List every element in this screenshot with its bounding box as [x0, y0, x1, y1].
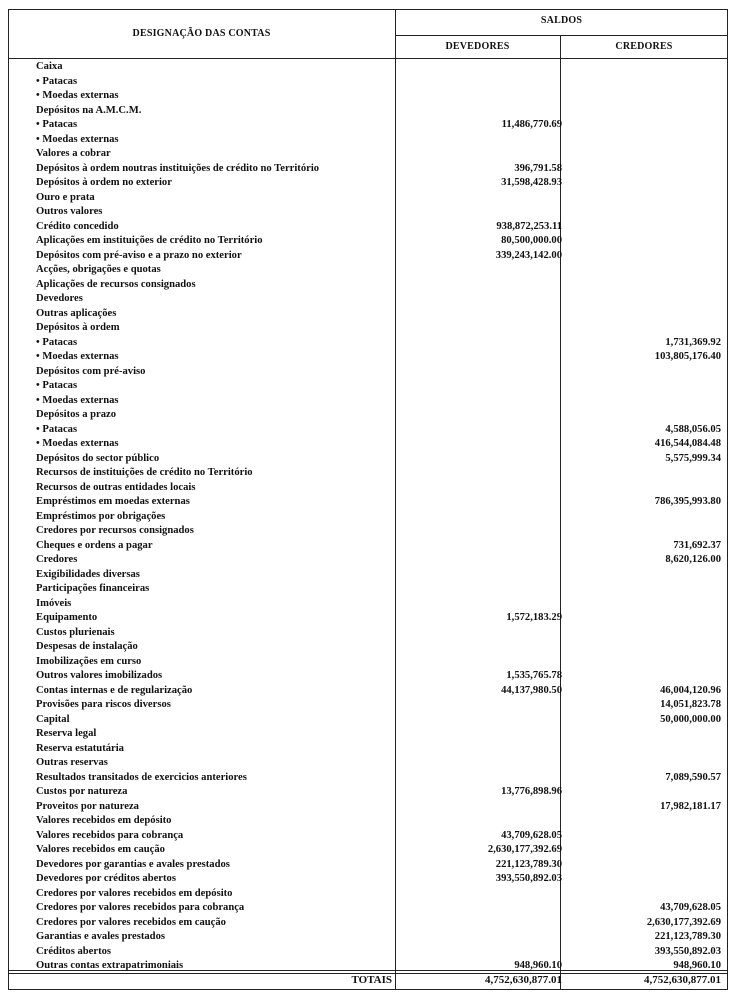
account-label: Imobilizações em curso: [36, 655, 142, 667]
account-label: • Moedas externas: [36, 133, 119, 145]
table-row: [8, 814, 728, 829]
table-row: [8, 249, 728, 264]
table-row: [8, 655, 728, 670]
balances-column-header: SALDOS: [540, 15, 583, 26]
table-row: [8, 336, 728, 351]
table-row: [8, 205, 728, 220]
debit-value: 44,137,980.50: [501, 684, 562, 696]
account-label: Credores por valores recebidos para cobrança: [36, 902, 245, 913]
account-label: Depósitos do sector público: [36, 452, 160, 464]
table-row: [8, 220, 728, 235]
accounts-column-header: DESIGNAÇÃO DAS CONTAS: [132, 28, 271, 39]
table-row: [8, 60, 728, 75]
account-label: Capital: [36, 713, 70, 725]
table-row: [8, 365, 728, 380]
account-label: Créditos abertos: [36, 945, 112, 957]
account-label: Empréstimos por obrigações: [36, 510, 166, 522]
totals-credit: 4,752,630,877.01: [644, 974, 721, 986]
table-row: [8, 698, 728, 713]
account-label: Recursos de instituições de crédito no Território: [36, 467, 253, 478]
account-label: Credores por recursos consignados: [36, 525, 194, 536]
credit-value: 8,620,126.00: [665, 554, 721, 565]
table-row: [8, 176, 728, 191]
credit-value: 948,960.10: [673, 960, 721, 971]
table-row: [8, 742, 728, 757]
table-row: [8, 872, 728, 887]
table-row: [8, 278, 728, 293]
table-row: [8, 930, 728, 945]
account-label: Depósitos à ordem noutras instituições de crédito no Território: [36, 162, 320, 174]
table-row: [8, 75, 728, 90]
account-label: Valores a cobrar: [36, 148, 111, 159]
table-row: [8, 916, 728, 931]
totals-label: TOTAIS: [351, 974, 392, 986]
account-label: Caixa: [36, 61, 63, 72]
account-label: Devedores: [36, 293, 83, 304]
account-label: Participações financeiras: [36, 583, 150, 594]
table-row: [8, 901, 728, 916]
debit-value: 1,572,183.29: [506, 612, 562, 623]
header-bottom-divider: [8, 58, 728, 59]
debit-value: 396,791.58: [514, 162, 562, 174]
account-label: Depósitos a prazo: [36, 409, 117, 420]
account-label: Reserva legal: [36, 728, 97, 739]
table-row: [8, 162, 728, 177]
account-label: Aplicações em instituições de crédito no Território: [36, 235, 263, 246]
credit-value: 1,731,369.92: [665, 336, 721, 348]
credit-value: 416,544,084.48: [654, 438, 721, 449]
table-row: [8, 524, 728, 539]
table-row: [8, 829, 728, 844]
account-label: Imóveis: [36, 597, 72, 609]
table-row: [8, 423, 728, 438]
credit-value: 2,630,177,392.69: [646, 916, 721, 928]
account-label: Garantias e avales prestados: [36, 931, 165, 942]
table-row: [8, 104, 728, 119]
debit-value: 948,960.10: [514, 960, 562, 971]
account-label: Despesas de instalação: [36, 641, 138, 652]
account-label: • Patacas: [36, 423, 78, 435]
account-label: Depósitos com pré-aviso: [36, 365, 146, 377]
table-row: [8, 321, 728, 336]
table-row: [8, 771, 728, 786]
balances-header-divider: [395, 35, 728, 36]
table-row: [8, 887, 728, 902]
account-label: • Moedas externas: [36, 438, 119, 449]
table-row: [8, 350, 728, 365]
account-label: Outras contas extrapatrimoniais: [36, 960, 184, 971]
table-row: [8, 727, 728, 742]
debit-value: 31,598,428.93: [501, 177, 562, 188]
credit-value: 221,123,789.30: [654, 931, 721, 942]
account-label: Outras aplicações: [36, 307, 117, 319]
account-label: • Moedas externas: [36, 90, 119, 101]
account-label: Valores recebidos em caução: [36, 844, 165, 855]
table-row: [8, 379, 728, 394]
table-row: [8, 394, 728, 409]
credit-value: 7,089,590.57: [665, 771, 721, 783]
table-row: [8, 597, 728, 612]
account-label: Depósitos na A.M.C.M.: [36, 104, 142, 116]
totals-row: [8, 971, 728, 990]
account-label: Credores: [36, 554, 78, 565]
debit-value: 2,630,177,392.69: [487, 844, 562, 855]
table-row: [8, 785, 728, 800]
table-row: [8, 466, 728, 481]
account-label: Empréstimos em moedas externas: [36, 496, 190, 507]
credit-value: 46,004,120.96: [660, 684, 721, 696]
account-label: • Moedas externas: [36, 394, 119, 406]
table-row: [8, 611, 728, 626]
table-row: [8, 582, 728, 597]
account-label: Contas internas e de regularização: [36, 684, 193, 696]
account-label: Depósitos com pré-aviso e a prazo no exterior: [36, 249, 242, 261]
table-row: [8, 640, 728, 655]
table-row: [8, 858, 728, 873]
account-label: • Patacas: [36, 119, 78, 130]
account-label: Custos por natureza: [36, 786, 128, 797]
account-label: • Moedas externas: [36, 351, 119, 362]
account-label: Outras reservas: [36, 757, 108, 768]
account-label: Valores recebidos para cobrança: [36, 829, 184, 841]
account-label: Ouro e prata: [36, 191, 95, 203]
account-label: Depósitos à ordem no exterior: [36, 177, 172, 188]
account-label: Cheques e ordens a pagar: [36, 539, 153, 551]
table-row: [8, 669, 728, 684]
table-row: [8, 756, 728, 771]
account-label: Recursos de outras entidades locais: [36, 481, 196, 493]
table-row: [8, 147, 728, 162]
account-label: Acções, obrigações e quotas: [36, 264, 161, 275]
debit-value: 393,550,892.03: [495, 873, 562, 884]
credit-value: 393,550,892.03: [654, 945, 721, 957]
table-row: [8, 118, 728, 133]
account-label: Devedores por créditos abertos: [36, 873, 176, 884]
debit-value: 938,872,253.11: [496, 220, 562, 232]
account-label: Equipamento: [36, 612, 98, 623]
table-row: [8, 684, 728, 699]
table-row: [8, 452, 728, 467]
credit-value: 786,395,993.80: [654, 496, 721, 507]
account-label: Aplicações de recursos consignados: [36, 278, 196, 290]
table-row: [8, 843, 728, 858]
account-label: Credores por valores recebidos em caução: [36, 916, 226, 928]
account-label: Valores recebidos em depósito: [36, 815, 172, 826]
debit-value: 80,500,000.00: [501, 235, 562, 246]
table-row: [8, 133, 728, 148]
table-row: [8, 568, 728, 583]
table-row: [8, 945, 728, 960]
credit-value: 50,000,000.00: [660, 713, 721, 725]
table-row: [8, 553, 728, 568]
account-label: Crédito concedido: [36, 220, 119, 232]
credit-value: 14,051,823.78: [660, 699, 721, 710]
table-row: [8, 481, 728, 496]
credit-value: 5,575,999.34: [665, 452, 721, 464]
credit-value: 43,709,628.05: [660, 902, 721, 913]
totals-debit: 4,752,630,877.01: [485, 974, 562, 986]
debit-value: 11,486,770.69: [501, 119, 562, 130]
account-rows: [8, 60, 728, 974]
debit-value: 13,776,898.96: [501, 786, 562, 797]
account-label: Outros valores: [36, 206, 103, 217]
account-label: • Patacas: [36, 75, 78, 87]
account-label: Custos plurienais: [36, 626, 115, 638]
credit-column-header: CREDORES: [615, 41, 673, 52]
table-row: [8, 437, 728, 452]
table-row: [8, 292, 728, 307]
table-row: [8, 89, 728, 104]
table-row: [8, 800, 728, 815]
account-label: Provisões para riscos diversos: [36, 699, 171, 710]
debit-column-header: DEVEDORES: [445, 41, 510, 52]
table-row: [8, 539, 728, 554]
account-label: • Patacas: [36, 336, 78, 348]
table-row: [8, 234, 728, 249]
account-label: Depósitos à ordem: [36, 322, 120, 333]
table-row: [8, 263, 728, 278]
account-label: • Patacas: [36, 380, 78, 391]
table-row: [8, 408, 728, 423]
table-row: [8, 510, 728, 525]
table-row: [8, 626, 728, 641]
account-label: Outros valores imobilizados: [36, 670, 163, 681]
account-label: Proveitos por natureza: [36, 800, 139, 812]
credit-value: 4,588,056.05: [665, 423, 721, 435]
account-label: Reserva estatutária: [36, 742, 124, 754]
account-label: Resultados transitados de exercicios anteriores: [36, 771, 247, 783]
credit-value: 17,982,181.17: [660, 800, 721, 812]
table-row: [8, 713, 728, 728]
account-label: Exigibilidades diversas: [36, 568, 140, 580]
debit-value: 43,709,628.05: [501, 829, 562, 841]
table-row: [8, 495, 728, 510]
account-label: Devedores por garantias e avales prestados: [36, 858, 230, 870]
debit-value: 339,243,142.00: [495, 249, 562, 261]
table-row: [8, 191, 728, 206]
debit-value: 1,535,765.78: [506, 670, 562, 681]
account-label: Credores por valores recebidos em depósito: [36, 887, 233, 899]
credit-value: 731,692.37: [673, 539, 721, 551]
debit-value: 221,123,789.30: [495, 858, 562, 870]
credit-value: 103,805,176.40: [654, 351, 721, 362]
table-row: [8, 307, 728, 322]
